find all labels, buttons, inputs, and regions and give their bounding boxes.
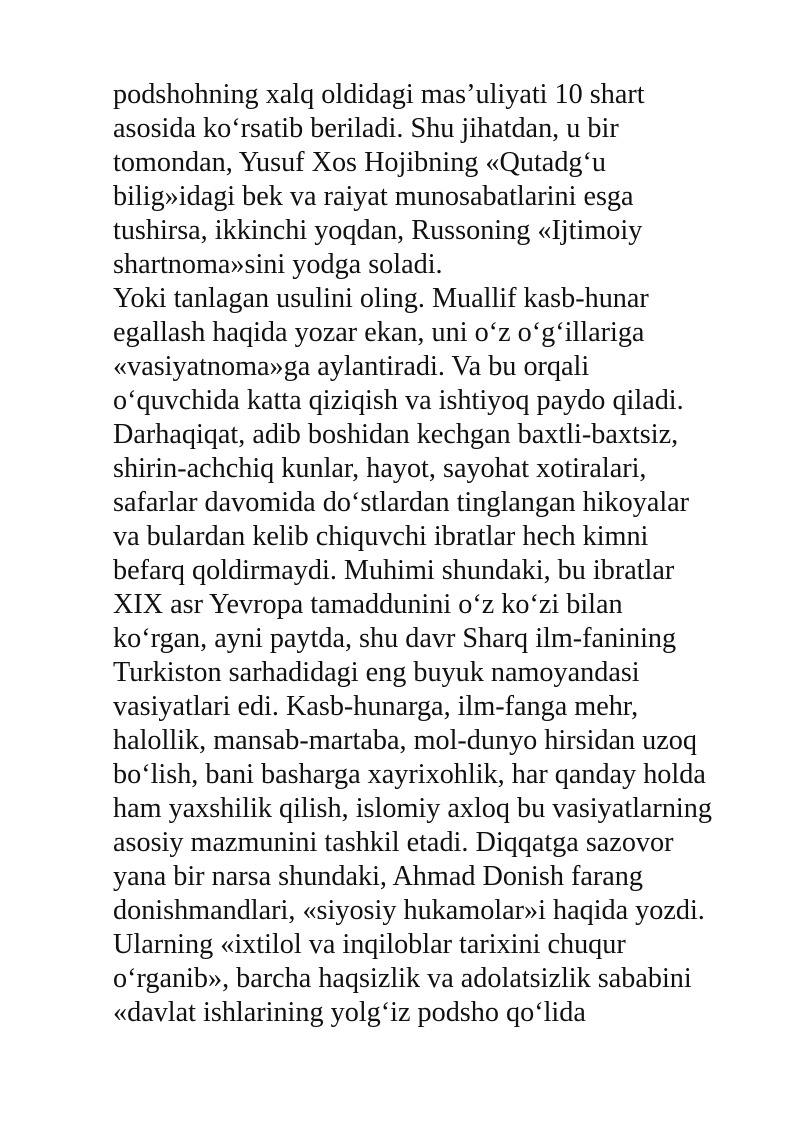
- text-line: Ularning «ixtilol va inqiloblar tarixini chuqur: [113, 929, 626, 960]
- text-line: donishmandlari, «siyosiy hukamolar»i haqida yozdi.: [113, 895, 705, 926]
- text-line: tushirsa, ikkinchi yoqdan, Russoning «Ijtimoiy: [113, 215, 643, 246]
- text-line: va bulardan kelib chiquvchi ibratlar hech kimni: [113, 521, 649, 552]
- text-line: asosiy mazmunini tashkil etadi. Diqqatga sazovor: [113, 827, 674, 858]
- text-line: ko‘rgan, ayni paytda, shu davr Sharq ilm-fanining: [113, 623, 677, 654]
- text-line: tomondan, Yusuf Xos Hojibning «Qutadg‘u: [113, 147, 606, 178]
- text-line: bo‘lish, bani basharga xayrixohlik, har qanday holda: [113, 759, 706, 790]
- text-line: halollik, mansab-martaba, mol-dunyo hirsidan uzoq: [113, 725, 697, 756]
- text-line: o‘quvchida katta qiziqish va ishtiyoq paydo qiladi.: [113, 385, 684, 416]
- text-line: befarq qoldirmaydi. Muhimi shundaki, bu ibratlar: [113, 555, 675, 586]
- text-line: Darhaqiqat, adib boshidan kechgan baxtli-baxtsiz,: [113, 419, 679, 450]
- body-text: [113, 78, 773, 1030]
- text-line: safarlar davomida do‘stlardan tinglangan hikoyalar: [113, 487, 690, 518]
- text-line: «davlat ishlarining yolg‘iz podsho qo‘lida: [113, 997, 586, 1028]
- text-line: yana bir narsa shundaki, Ahmad Donish farang: [113, 861, 643, 892]
- text-line: «vasiyatnoma»ga aylantiradi. Va bu orqali: [113, 351, 590, 382]
- text-line: bilig»idagi bek va raiyat munosabatlarini esga: [113, 181, 634, 212]
- text-line: shirin-achchiq kunlar, hayot, sayohat xotiralari,: [113, 453, 647, 484]
- text-line: egallash haqida yozar ekan, uni o‘z o‘g‘illariga: [113, 317, 645, 348]
- text-line: o‘rganib», barcha haqsizlik va adolatsizlik sababini: [113, 963, 692, 994]
- text-line: vasiyatlari edi. Kasb-hunarga, ilm-fanga mehr,: [113, 691, 639, 722]
- text-line: asosida ko‘rsatib beriladi. Shu jihatdan, u bir: [113, 113, 619, 144]
- text-line: Yoki tanlagan usulini oling. Muallif kasb-hunar: [113, 283, 649, 314]
- text-line: XIX asr Yevropa tamaddunini o‘z ko‘zi bilan: [113, 589, 623, 620]
- text-line: podshohning xalq oldidagi mas’uliyati 10 shart: [113, 79, 645, 110]
- text-line: Turkiston sarhadidagi eng buyuk namoyandasi: [113, 657, 640, 688]
- text-line: shartnoma»sini yodga soladi.: [113, 249, 443, 280]
- text-line: ham yaxshilik qilish, islomiy axloq bu vasiyatlarning: [113, 793, 712, 824]
